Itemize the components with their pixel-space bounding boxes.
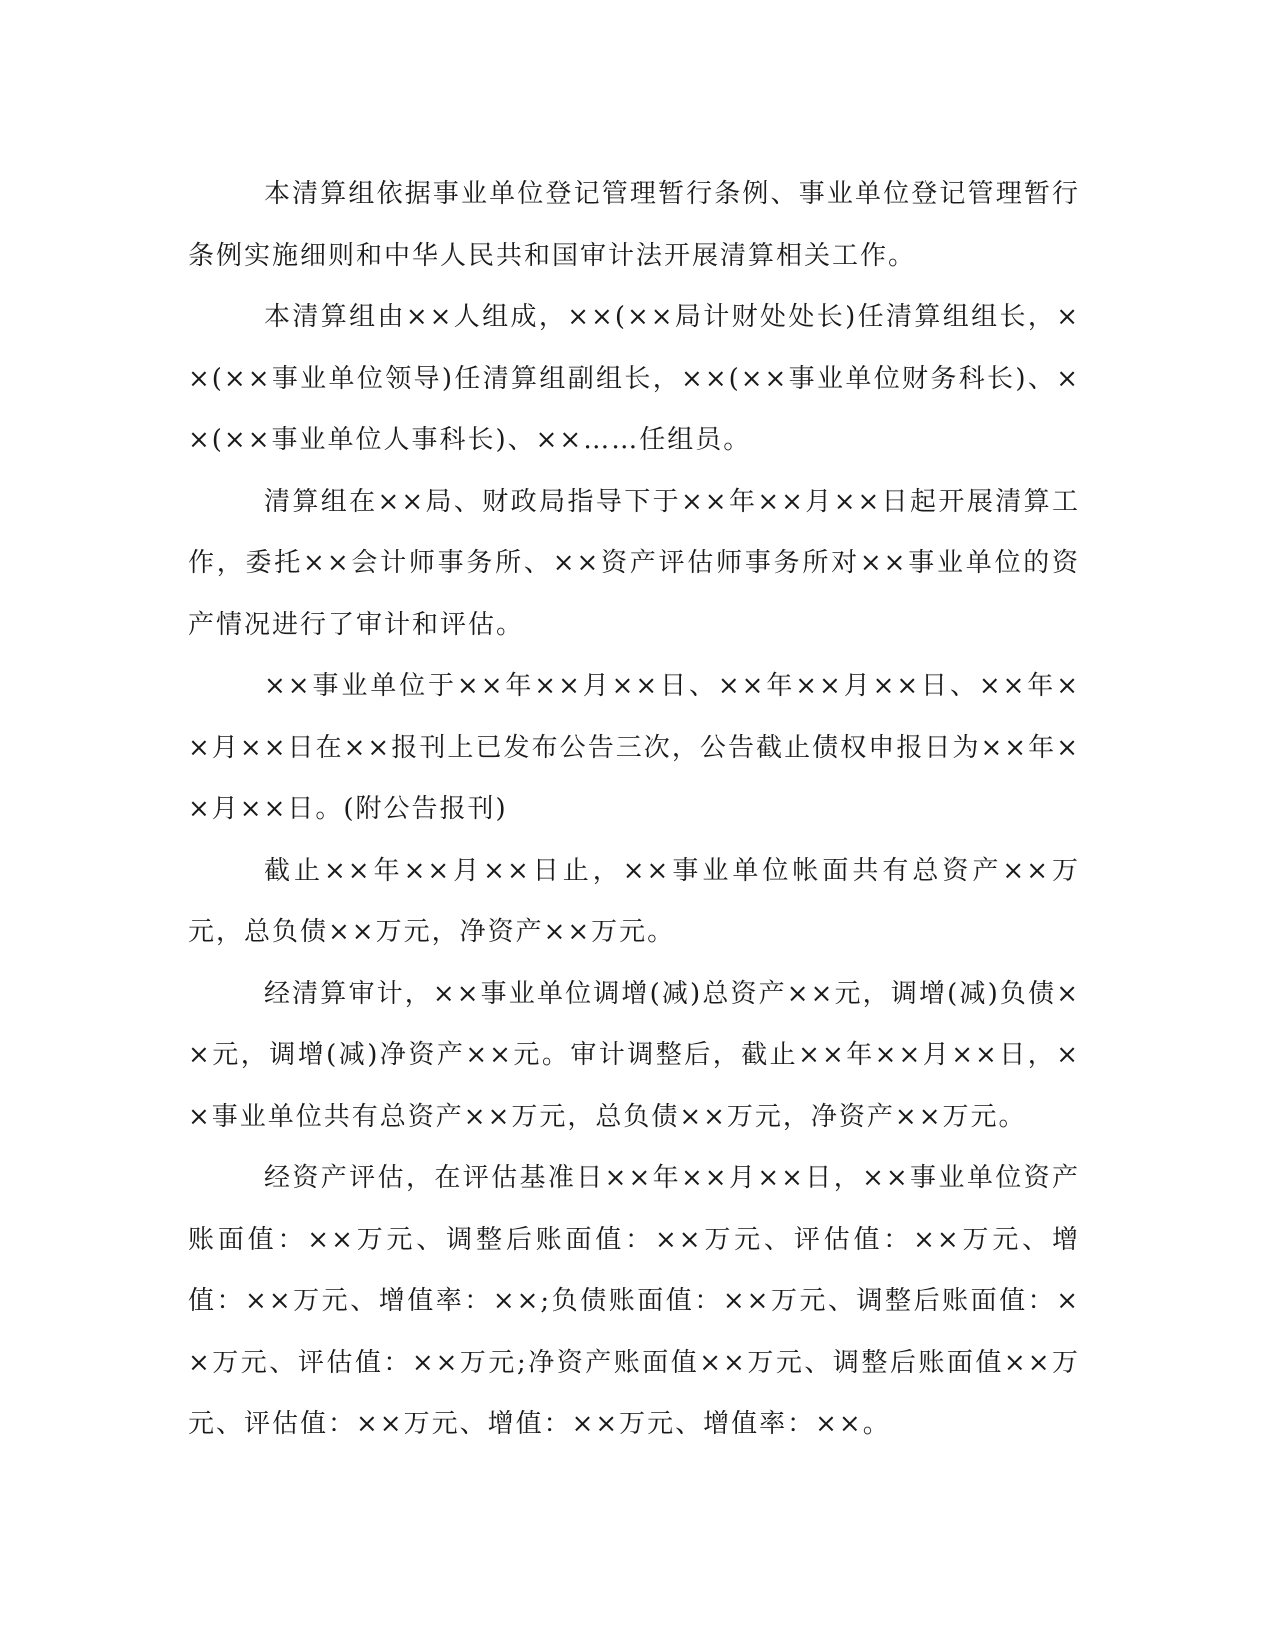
paragraph-team-composition: 本清算组由××人组成，××(××局计财处处长)任清算组组长，××(××事业单位领导)任清算组副组长，××(××事业单位财务科长)、××(××事业单位人事科长)、××……任组员。	[188, 302, 1080, 455]
paragraph-work-start: 清算组在××局、财政局指导下于××年××月××日起开展清算工作，委托××会计师事务所、××资产评估师事务所对××事业单位的资产情况进行了审计和评估。	[188, 486, 1080, 640]
document-body	[188, 164, 1080, 1456]
paragraph-public-notice: ××事业单位于××年××月××日、××年××月××日、××年××月××日在××报刊上已发布公告三次，公告截止债权申报日为××年××月××日。(附公告报刊)	[188, 671, 1080, 824]
paragraph-asset-valuation: 经资产评估，在评估基准日××年××月××日，××事业单位资产账面值：××万元、调整后账面值：××万元、评估值：××万元、增值：××万元、增值率：××;负债账面值：××万元、调整后账面值：××万元、评估值：××万元;净资产账面值××万元、调整后账面值××万元、评估值：××万元、增值：××万元、增值率：××。	[188, 1163, 1080, 1439]
paragraph-book-assets: 截止××年××月××日止，××事业单位帐面共有总资产××万元，总负债××万元，净资产××万元。	[188, 855, 1080, 947]
paragraph-legal-basis: 本清算组依据事业单位登记管理暂行条例、事业单位登记管理暂行条例实施细则和中华人民共和国审计法开展清算相关工作。	[188, 179, 1080, 271]
paragraph-audit-adjustment: 经清算审计，××事业单位调增(减)总资产××元，调增(减)负债××元，调增(减)净资产××元。审计调整后，截止××年××月××日，××事业单位共有总资产××万元，总负债××万元，净资产××万元。	[188, 978, 1080, 1132]
